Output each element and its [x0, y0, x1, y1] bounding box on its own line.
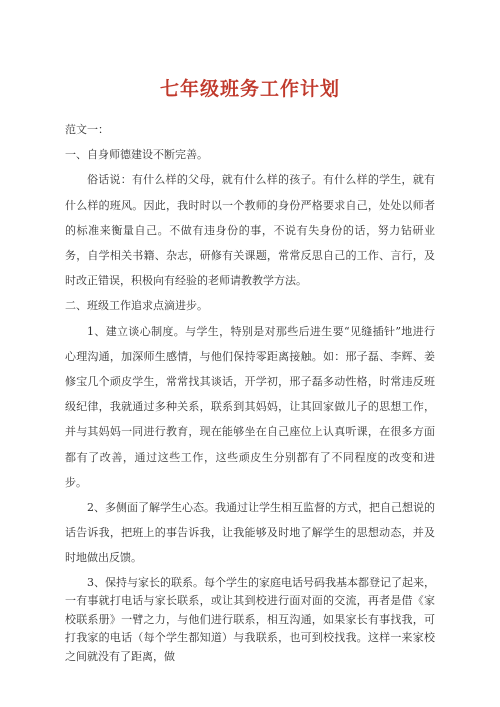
section-heading-2: 二、班级工作追求点滴进步。	[65, 299, 208, 313]
paragraph-3: 2、多侧面了解学生心态。我通过让学生相互监督的方式，把自己想说的话告诉我，把班上的事告诉我，让我能够及时地了解学生的思想动态，并及时地做出反馈。	[65, 501, 435, 565]
paragraph-1: 俗话说：有什么样的父母，就有什么样的孩子。有什么样的学生，就有什么样的班风。因此，我时时以一个教师的身份严格要求自己，处处以师者的标准来衡量自己。不做有违身份的事，不说有失身份的话，努力钻研业务，自学相关书籍、杂志，研修有关课题，常常反思自己的工作、言行，及时改正错误，积极向有经验的老师请教教学方法。	[65, 173, 435, 288]
paragraph-4: 3、保持与家长的联系。每个学生的家庭电话号码我基本都登记了起来，一有事就打电话与家长联系，或让其到校进行面对面的交流，再者是借《家校联系册》一臂之力，与他们进行联系，相互沟通，如果家长有事找我，可打我家的电话（每个学生都知道）与我联系，也可到校找我。这样一来家校之间就没有了距离，做	[65, 575, 435, 663]
section-heading-1: 一、自身师德建设不断完善。	[65, 148, 208, 162]
document-title: 七年级班务工作计划	[159, 78, 340, 100]
document-body	[65, 117, 435, 666]
section-label: 范文一：	[65, 123, 109, 136]
paragraph-2: 1、建立谈心制度。与学生，特别是对那些后进生要“见缝插针”地进行心理沟通，加深师生感情，与他们保持零距离接触。如：邢子磊、李辉、姜修宝几个顽皮学生，常常找其谈话，开学初，邢子磊多动性格，时常违反班级纪律，我就通过多种关系，联系到其妈妈，让其回家做儿子的思想工作，并与其妈妈一同进行教育，现在能够坐在自己座位上认真听课，在很多方面都有了改善，通过这些工作，这些顽皮生分别都有了不同程度的改变和进步。	[65, 324, 435, 489]
